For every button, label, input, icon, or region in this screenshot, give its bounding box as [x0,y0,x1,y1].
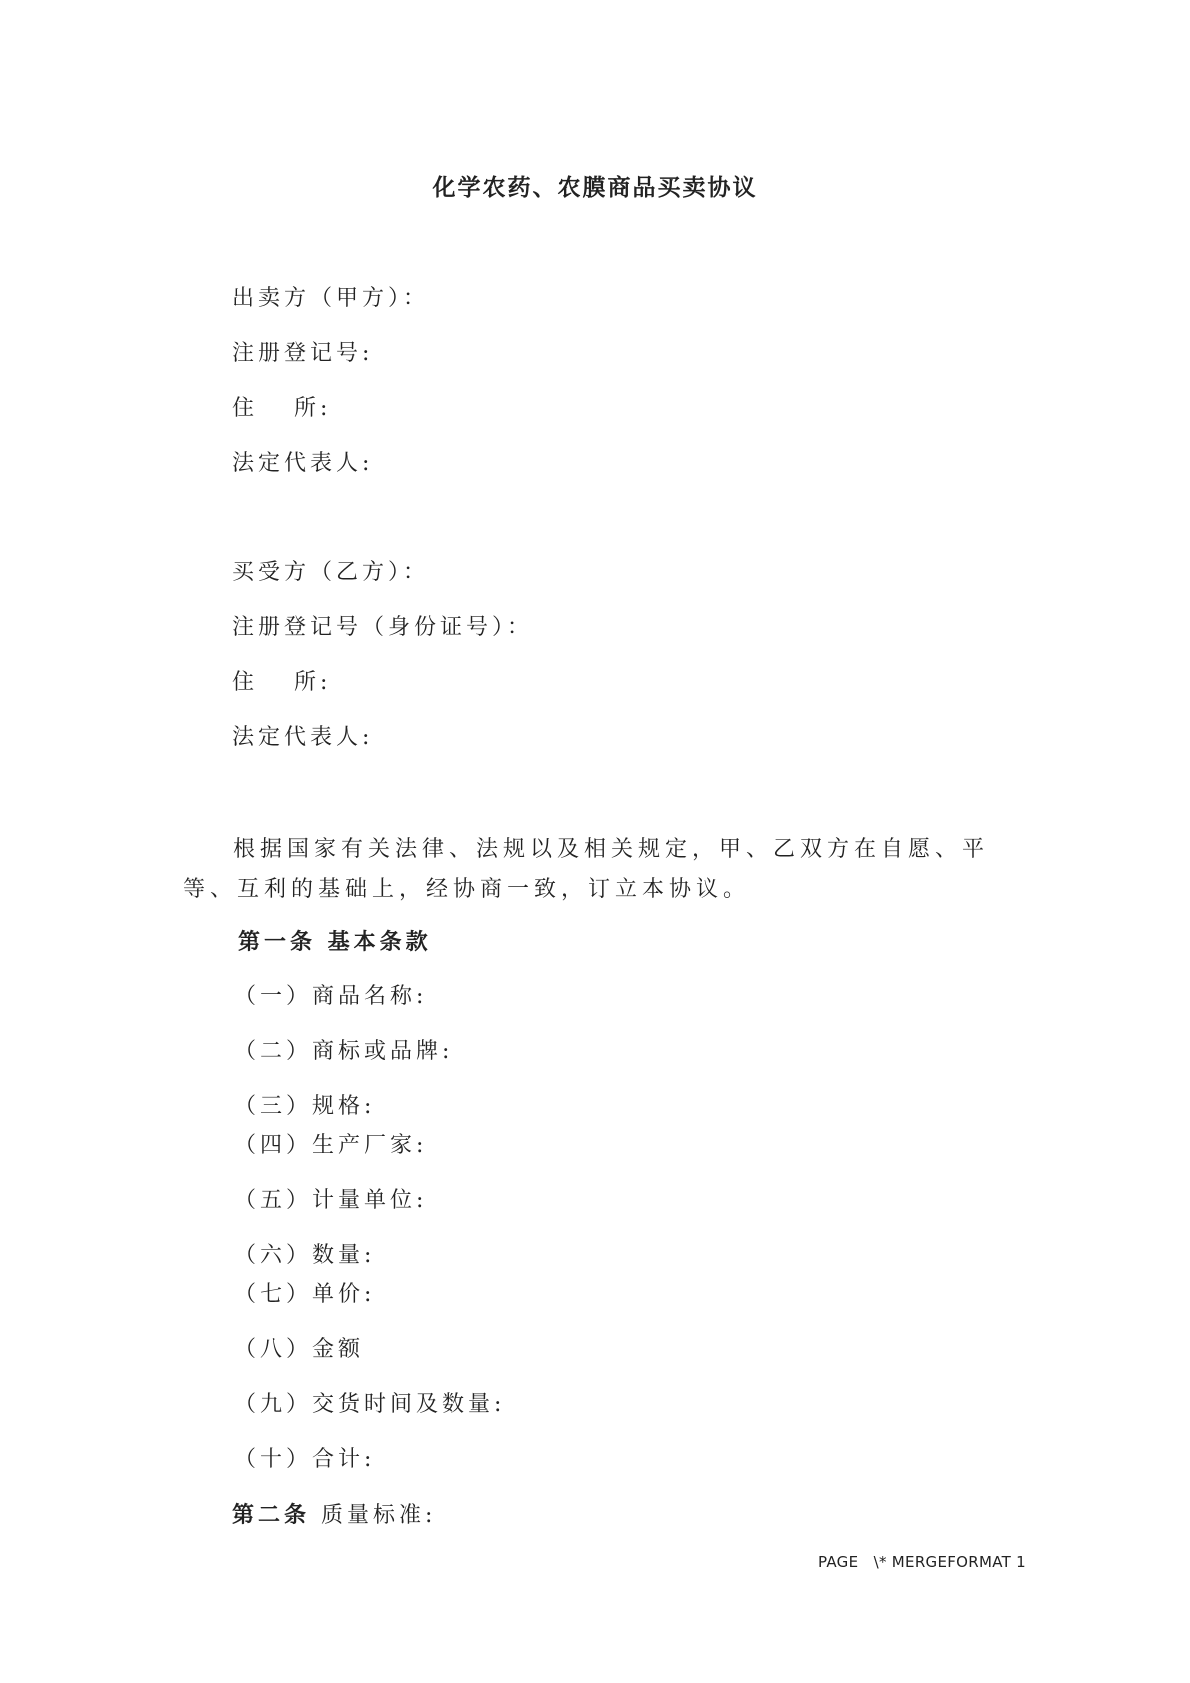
article1-item: （七）单价: [234,1282,376,1307]
article2-line [232,1500,436,1531]
page-footer: PAGE \* MERGEFORMAT 1 [818,1553,1027,1571]
article1-item: （五）计量单位: [234,1188,428,1213]
buyer-address-label-b: 所: [294,670,332,695]
article1-item: （一）商品名称: [234,984,428,1009]
article1-heading: 第一条 基本条款 [238,929,432,955]
article1-item: （八）金额 [234,1337,365,1362]
article1-item: （九）交货时间及数量: [234,1392,506,1417]
seller-rep-label: 法定代表人: [232,451,374,476]
article1-item: （十）合计: [234,1447,376,1472]
buyer-reg-label: 注册登记号（身份证号）： [232,615,534,640]
seller-party-label: 出卖方（甲方）： [232,286,430,311]
buyer-rep-label: 法定代表人: [232,725,374,750]
article1-item: （二）商标或品牌: [234,1039,454,1064]
article2-text: 质量标准: [310,1503,437,1528]
article2-heading: 第二条 [232,1502,311,1528]
buyer-address-label [232,668,331,698]
seller-address-label-a: 住 [232,396,259,421]
document-title: 化学农药、农膜商品买卖协议 [432,174,758,201]
article1-item: （三）规格: [234,1094,376,1119]
article1-item: （六）数量: [234,1243,376,1268]
seller-address-label [232,394,331,424]
seller-address-label-b: 所: [294,396,332,421]
preamble-paragraph: 根据国家有关法律、法规以及相关规定，甲、乙双方在自愿、平等、互利的基础上，经协商一致，订立本协议。 [183,837,990,902]
seller-reg-label: 注册登记号: [232,341,374,366]
article1-item: （四）生产厂家: [234,1133,428,1158]
buyer-party-label: 买受方（乙方）： [232,560,430,585]
buyer-address-label-a: 住 [232,670,259,695]
